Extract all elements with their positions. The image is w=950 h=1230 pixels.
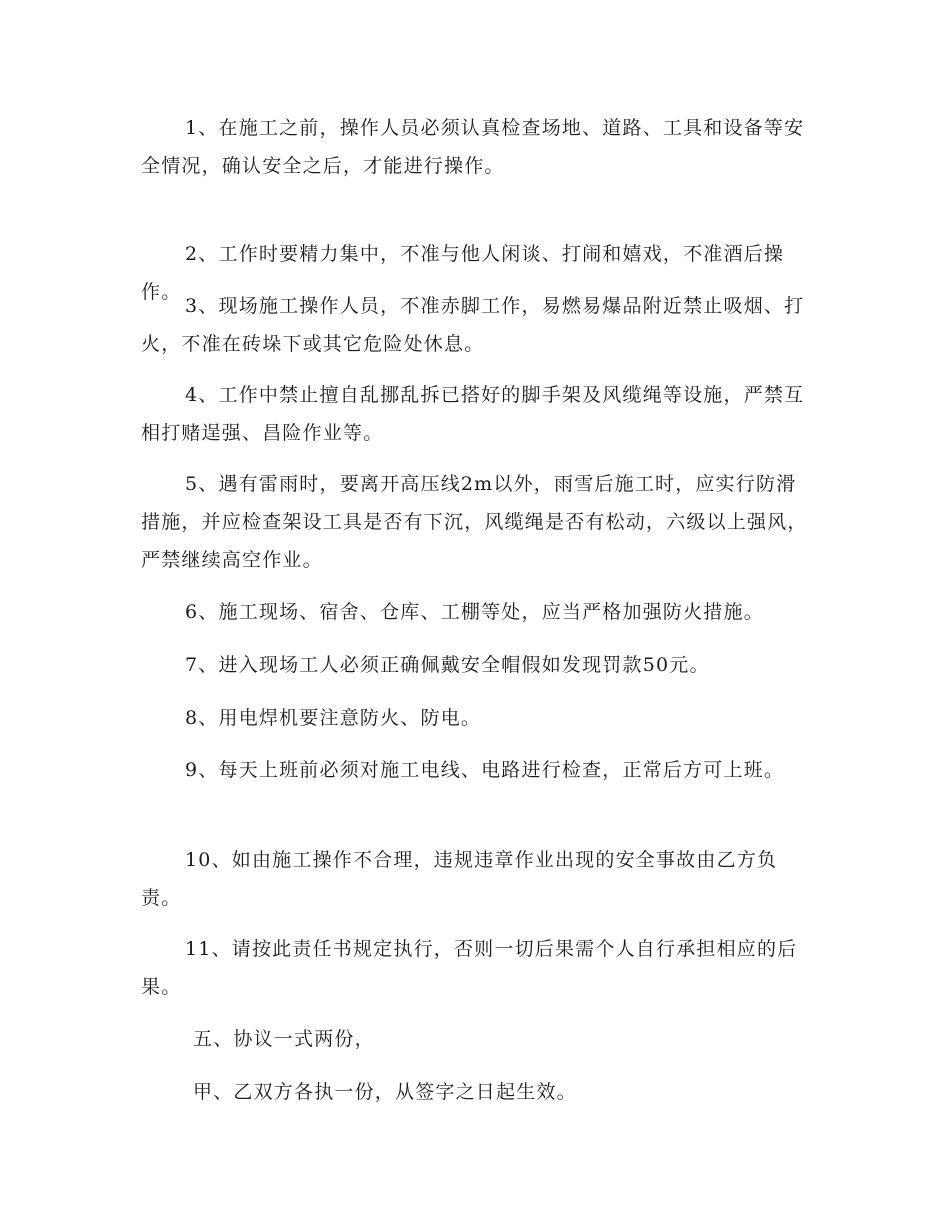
paragraph-rule-10: 10、如由施工操作不合理，违规违章作业出现的安全事故由乙方负责。 (141, 849, 778, 909)
paragraph-rule-3: 3、现场施工操作人员，不准赤脚工作，易燃易爆品附近禁止吸烟、打火，不准在砖垛下或其它危险处休息。 (141, 295, 805, 355)
paragraph-section-5: 五、协议一式两份， (193, 1028, 375, 1050)
paragraph-rule-9: 9、每天上班前必须对施工电线、电路进行检查，正常后方可上班。 (185, 759, 785, 781)
paragraph-rule-6: 6、施工现场、宿舍、仓库、工棚等处，应当严格加强防火措施。 (185, 601, 764, 623)
paragraph-rule-1: 1、在施工之前，操作人员必须认真检查场地、道路、工具和设备等安全情况，确认安全之后，才能进行操作。 (141, 117, 805, 177)
paragraph-rule-8: 8、用电焊机要注意防火、防电。 (185, 707, 482, 729)
paragraph-rule-4: 4、工作中禁止擅自乱挪乱拆已搭好的脚手架及风缆绳等设施，严禁互相打赌逞强、昌险作业等。 (141, 384, 805, 444)
paragraph-rule-11: 11、请按此责任书规定执行，否则一切后果需个人自行承担相应的后果。 (141, 938, 798, 998)
paragraph-rule-2: 2、工作时要精力集中，不准与他人闲谈、打闹和嬉戏，不准酒后操作。 (141, 243, 785, 303)
paragraph-rule-7: 7、进入现场工人必须正确佩戴安全帽假如发现罚款50元。 (185, 654, 710, 676)
paragraph-effective-clause: 甲、乙双方各执一份，从签字之日起生效。 (193, 1081, 577, 1103)
paragraph-rule-5: 5、遇有雷雨时，要离开高压线2m以外，雨雪后施工时，应实行防滑措施，并应检查架设工具是否有下沉，风缆绳是否有松动，六级以上强风，严禁继续高空作业。 (141, 473, 808, 571)
